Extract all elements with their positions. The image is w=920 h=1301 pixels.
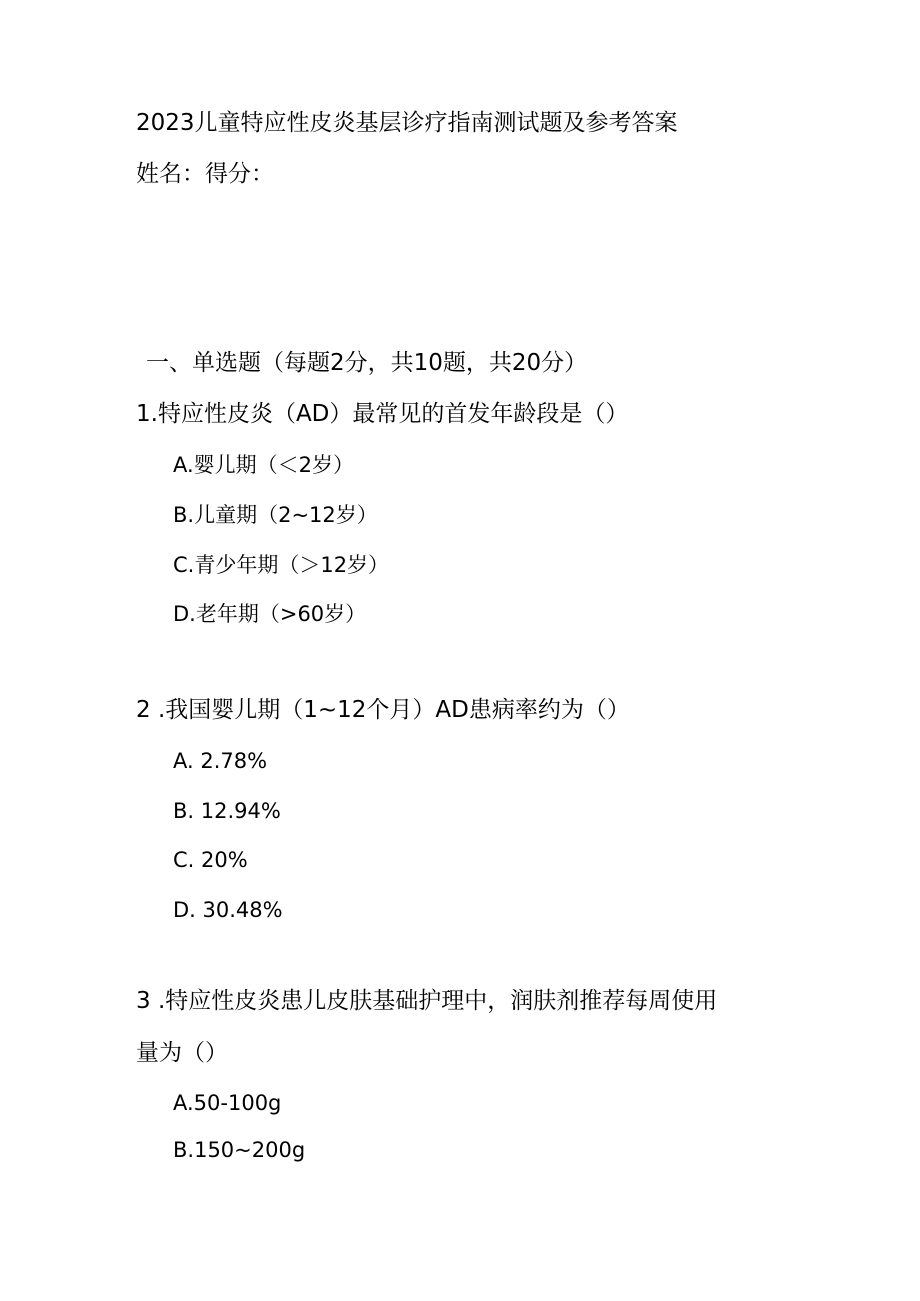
- question-3-option-b: B.150~200g: [173, 1138, 306, 1162]
- question-3-text-line-2: 量为（）: [136, 1040, 228, 1066]
- question-1-option-b: B.儿童期（2~12岁）: [173, 503, 378, 527]
- question-2-option-b: B. 12.94%: [173, 799, 281, 823]
- question-3-text-line-1: 3 .特应性皮炎患儿皮肤基础护理中，润肤剂推荐每周使用: [136, 988, 718, 1014]
- question-2-option-a: A. 2.78%: [173, 749, 268, 773]
- question-2-option-d: D. 30.48%: [173, 898, 283, 922]
- question-3-option-a: A.50-100g: [173, 1091, 282, 1115]
- question-1-text: 1.特应性皮炎（AD）最常见的首发年龄段是（）: [136, 401, 629, 427]
- question-1-option-d: D.老年期（>60岁）: [173, 602, 367, 626]
- name-score-line: 姓名：得分：: [136, 161, 274, 187]
- question-1-option-c: C.青少年期（＞12岁）: [173, 553, 390, 577]
- question-2-option-c: C. 20%: [173, 848, 248, 872]
- section-heading: 一、单选题（每题2分，共10题，共20分）: [146, 350, 588, 376]
- document-title: 2023儿童特应性皮炎基层诊疗指南测试题及参考答案: [136, 110, 678, 136]
- question-2-text: 2 .我国婴儿期（1~12个月）AD患病率约为（）: [136, 697, 630, 723]
- question-1-option-a: A.婴儿期（＜2岁）: [173, 453, 355, 477]
